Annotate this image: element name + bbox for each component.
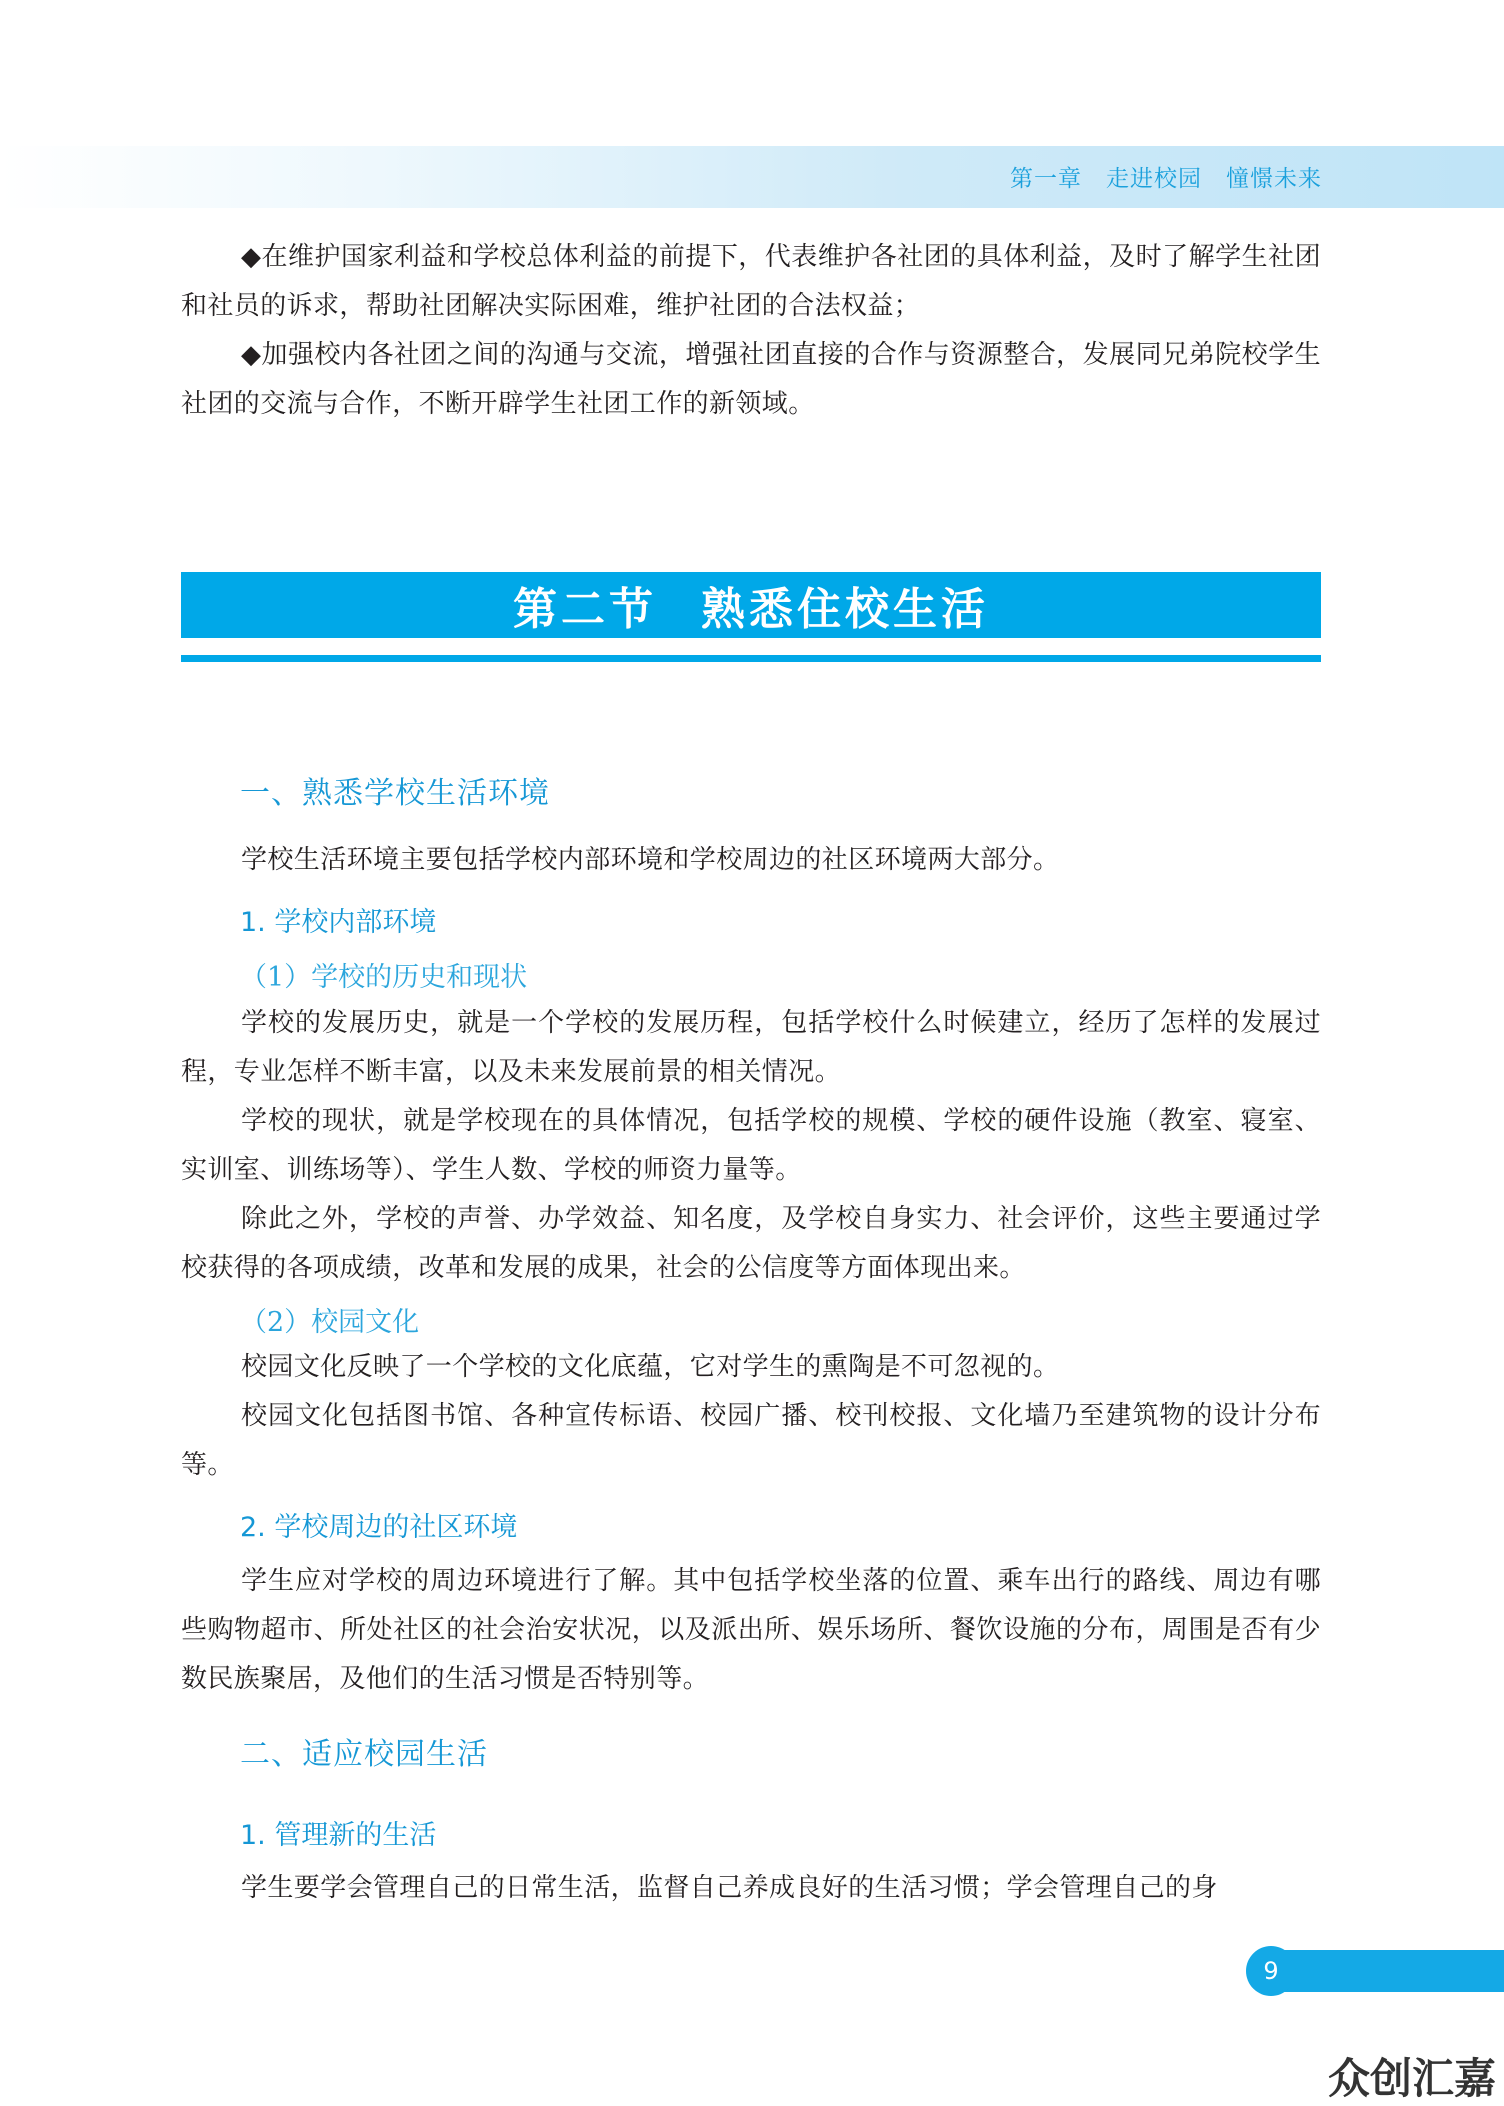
paragraph-history: 学校的发展历史，就是一个学校的发展历程，包括学校什么时候建立，经历了怎样的发展过程，专业怎样不断丰富，以及未来发展前景的相关情况。 — [181, 1008, 1321, 1087]
page-number — [1246, 1946, 1296, 1996]
subheading-history-status: （1）学校的历史和现状 — [240, 962, 528, 993]
paragraph-other: 除此之外，学校的声誉、办学效益、知名度，及学校自身实力、社会评价，这些主要通过学校获得的各项成绩，改革和发展的成果，社会的公信度等方面体现出来。 — [181, 1204, 1321, 1283]
paragraph-manage-life: 学生要学会管理自己的日常生活，监督自己养成良好的生活习惯；学会管理自己的身 — [241, 1873, 1218, 1903]
subheading-community-environment: 2. 学校周边的社区环境 — [240, 1512, 518, 1543]
paragraph-culture-1: 校园文化反映了一个学校的文化底蕴，它对学生的熏陶是不可忽视的。 — [241, 1352, 1060, 1382]
subheading-internal-environment: 1. 学校内部环境 — [240, 907, 437, 938]
paragraph-community: 学生应对学校的周边环境进行了解。其中包括学校坐落的位置、乘车出行的路线、周边有哪些购物超市、所处社区的社会治安状况，以及派出所、娱乐场所、餐饮设施的分布，周围是否有少数民族聚居，及他们的生活习惯是否特别等。 — [181, 1566, 1321, 1694]
chapter-header: 第一章 走进校园 憧憬未来 — [1010, 166, 1322, 192]
section-number: 第二节 — [513, 584, 657, 635]
bullet-paragraph-2: ◆加强校内各社团之间的沟通与交流，增强社团直接的合作与资源整合，发展同兄弟院校学生社团的交流与合作，不断开辟学生社团工作的新领域。 — [181, 340, 1321, 419]
section-title-bar — [181, 572, 1321, 638]
section-title: 熟悉住校生活 — [701, 584, 989, 635]
page-number-text: 9 — [1263, 1957, 1279, 1985]
bullet-paragraph-1: ◆在维护国家利益和学校总体利益的前提下，代表维护各社团的具体利益，及时了解学生社团和社员的诉求，帮助社团解决实际困难，维护社团的合法权益； — [181, 242, 1321, 321]
paragraph-environment-intro: 学校生活环境主要包括学校内部环境和学校周边的社区环境两大部分。 — [241, 845, 1060, 875]
subheading-manage-life: 1. 管理新的生活 — [240, 1820, 437, 1851]
subheading-campus-culture: （2）校园文化 — [240, 1307, 420, 1338]
watermark-logo: 众创汇嘉 — [1327, 2054, 1496, 2103]
heading-part-2: 二、适应校园生活 — [240, 1737, 488, 1772]
heading-part-1: 一、熟悉学校生活环境 — [240, 776, 550, 811]
paragraph-status: 学校的现状，就是学校现在的具体情况，包括学校的规模、学校的硬件设施（教室、寝室、实训室、训练场等）、学生人数、学校的师资力量等。 — [181, 1106, 1321, 1185]
paragraph-culture-2: 校园文化包括图书馆、各种宣传标语、校园广播、校刊校报、文化墙乃至建筑物的设计分布等。 — [181, 1401, 1321, 1480]
section-rule — [181, 655, 1321, 662]
